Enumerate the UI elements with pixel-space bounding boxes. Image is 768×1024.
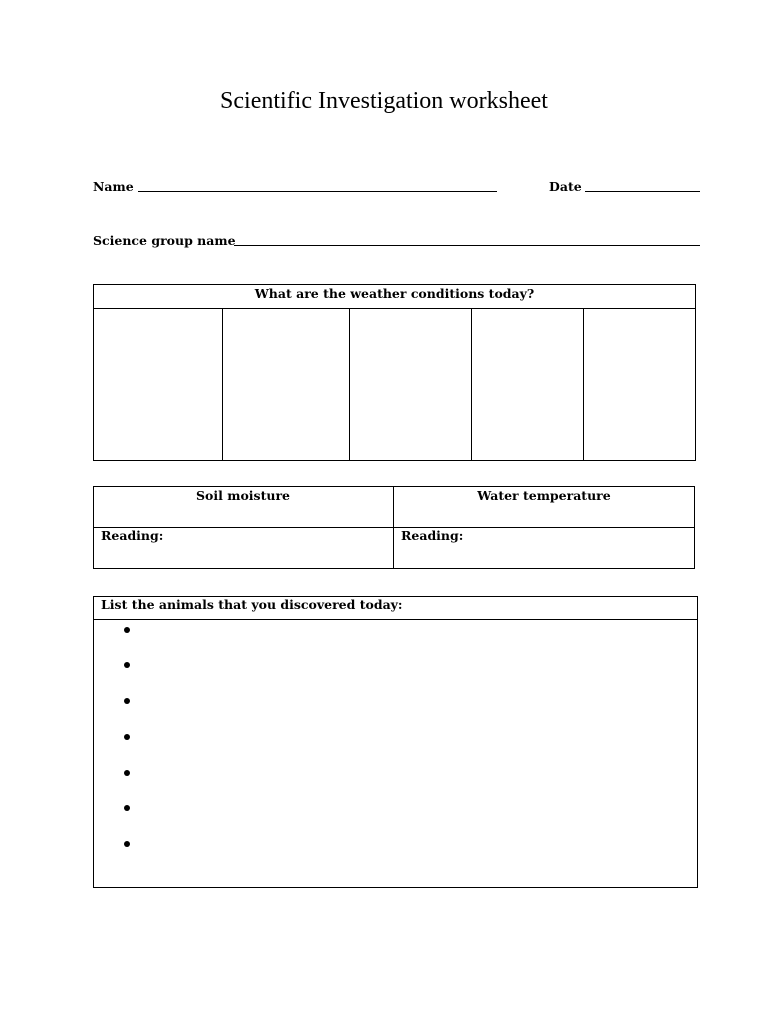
animal-bullet <box>124 805 130 811</box>
date-label: Date <box>549 179 582 194</box>
animal-bullet <box>124 734 130 740</box>
name-label: Name <box>93 179 134 194</box>
animal-bullet <box>124 698 130 704</box>
animal-bullet <box>124 662 130 668</box>
weather-header: What are the weather conditions today? <box>254 286 535 301</box>
animals-header-divider <box>93 619 698 620</box>
soil-reading-label: Reading: <box>101 528 164 543</box>
science-group-label: Science group name <box>93 233 236 248</box>
weather-column-divider <box>583 308 584 461</box>
weather-column-divider <box>222 308 223 461</box>
weather-table <box>93 284 696 461</box>
water-temperature-header: Water temperature <box>477 488 611 503</box>
weather-header-divider <box>93 308 696 309</box>
weather-column-divider <box>471 308 472 461</box>
weather-column-divider <box>349 308 350 461</box>
readings-row-divider <box>93 527 695 528</box>
animals-table <box>93 596 698 888</box>
water-reading-label: Reading: <box>401 528 464 543</box>
animal-bullet <box>124 770 130 776</box>
name-field[interactable] <box>138 191 497 192</box>
animal-bullet <box>124 841 130 847</box>
page-title: Scientific Investigation worksheet <box>220 88 548 114</box>
science-group-field[interactable] <box>234 245 700 246</box>
animals-header: List the animals that you discovered today: <box>101 597 403 612</box>
date-field[interactable] <box>585 191 700 192</box>
animal-bullet <box>124 627 130 633</box>
soil-moisture-header: Soil moisture <box>196 488 290 503</box>
